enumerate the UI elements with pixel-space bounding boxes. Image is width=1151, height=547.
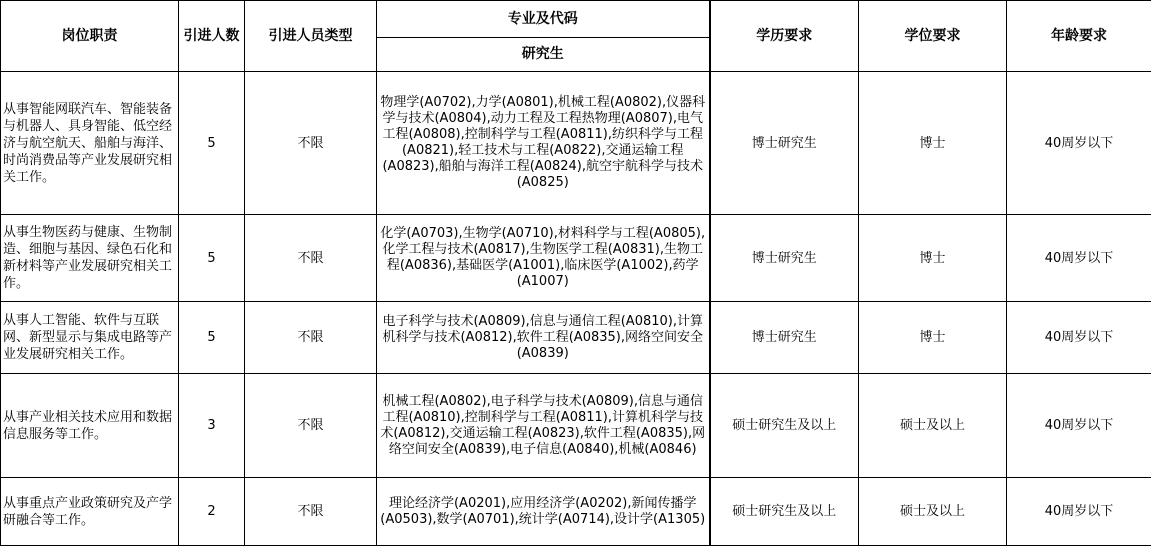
major-cell: 理论经济学(A0201),应用经济学(A0202),新闻传播学(A0503),数学(A0701),统计学(A0714),设计学(A1305) xyxy=(377,478,710,546)
degree-cell: 博士 xyxy=(859,72,1007,215)
count-cell: 5 xyxy=(179,215,245,302)
header-degree: 学位要求 xyxy=(859,1,1007,72)
education-cell: 硕士研究生及以上 xyxy=(710,374,859,478)
degree-cell: 硕士及以上 xyxy=(859,478,1007,546)
major-cell: 化学(A0703),生物学(A0710),材料科学与工程(A0805),化学工程与技术(A0817),生物医学工程(A0831),生物工程(A0836),基础医学(A1001),临床医学(A1002),药学(A1007) xyxy=(377,215,710,302)
degree-cell: 博士 xyxy=(859,215,1007,302)
header-count: 引进人数 xyxy=(179,1,245,72)
major-cell: 物理学(A0702),力学(A0801),机械工程(A0802),仪器科学与技术(A0804),动力工程及工程热物理(A0807),电气工程(A0808),控制科学与工程(A0811),纺织科学与工程(A0821),轻工技术与工程(A0822),交通运输工程(A0823),船舶与海洋工程(A0824),航空宇航科学与技术(A0825) xyxy=(377,72,710,215)
age-cell: 40周岁以下 xyxy=(1007,72,1151,215)
count-cell: 5 xyxy=(179,302,245,374)
age-cell: 40周岁以下 xyxy=(1007,215,1151,302)
degree-cell: 博士 xyxy=(859,302,1007,374)
table-row xyxy=(1,215,1151,302)
degree-cell: 硕士及以上 xyxy=(859,374,1007,478)
type-cell: 不限 xyxy=(245,478,377,546)
table-row xyxy=(1,302,1151,374)
header-row xyxy=(1,1,1151,38)
count-cell: 2 xyxy=(179,478,245,546)
age-cell: 40周岁以下 xyxy=(1007,302,1151,374)
table-row xyxy=(1,478,1151,546)
position-cell: 从事智能网联汽车、智能装备与机器人、具身智能、低空经济与航空航天、船舶与海洋、时尚消费品等产业发展研究相关工作。 xyxy=(1,72,179,215)
major-cell: 电子科学与技术(A0809),信息与通信工程(A0810),计算机科学与技术(A0812),软件工程(A0835),网络空间安全(A0839) xyxy=(377,302,710,374)
education-cell: 硕士研究生及以上 xyxy=(710,478,859,546)
education-cell: 博士研究生 xyxy=(710,72,859,215)
position-cell: 从事生物医药与健康、生物制造、细胞与基因、绿色石化和新材料等产业发展研究相关工作。 xyxy=(1,215,179,302)
age-cell: 40周岁以下 xyxy=(1007,478,1151,546)
age-cell: 40周岁以下 xyxy=(1007,374,1151,478)
count-cell: 5 xyxy=(179,72,245,215)
header-type: 引进人员类型 xyxy=(245,1,377,72)
header-age: 年龄要求 xyxy=(1007,1,1151,72)
major-cell: 机械工程(A0802),电子科学与技术(A0809),信息与通信工程(A0810),控制科学与工程(A0811),计算机科学与技术(A0812),交通运输工程(A0823),软件工程(A0835),网络空间安全(A0839),电子信息(A0840),机械(A0846) xyxy=(377,374,710,478)
table-row xyxy=(1,374,1151,478)
position-cell: 从事重点产业政策研究及产学研融合等工作。 xyxy=(1,478,179,546)
header-major-sub: 研究生 xyxy=(377,38,710,72)
header-major-group: 专业及代码 xyxy=(377,1,710,38)
type-cell: 不限 xyxy=(245,374,377,478)
table-row xyxy=(1,72,1151,215)
type-cell: 不限 xyxy=(245,302,377,374)
position-cell: 从事人工智能、软件与互联网、新型显示与集成电路等产业发展研究相关工作。 xyxy=(1,302,179,374)
education-cell: 博士研究生 xyxy=(710,215,859,302)
education-cell: 博士研究生 xyxy=(710,302,859,374)
header-education: 学历要求 xyxy=(710,1,859,72)
type-cell: 不限 xyxy=(245,215,377,302)
position-cell: 从事产业相关技术应用和数据信息服务等工作。 xyxy=(1,374,179,478)
count-cell: 3 xyxy=(179,374,245,478)
header-position: 岗位职责 xyxy=(1,1,179,72)
type-cell: 不限 xyxy=(245,72,377,215)
